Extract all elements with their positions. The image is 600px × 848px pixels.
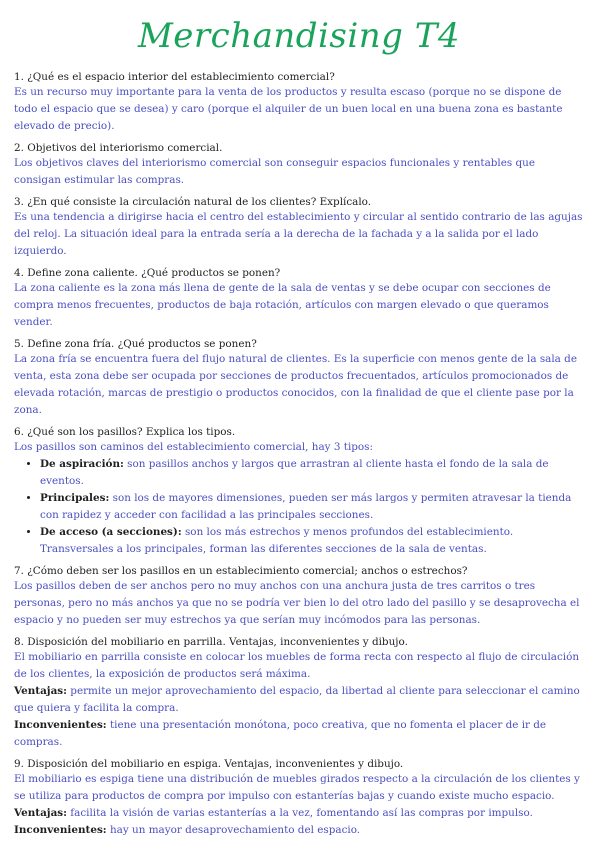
document-title: Merchandising T4	[137, 16, 461, 56]
list-item	[40, 490, 584, 524]
question-4: 4. Define zona caliente. ¿Qué productos se ponen?	[14, 267, 281, 279]
list-item-text: son pasillos anchos y largos que arrastran al cliente hasta el fondo de la sala de eventos.	[40, 458, 549, 487]
inconvenientes-text: hay un mayor desaprovechamiento del espacio.	[106, 824, 361, 836]
list-item-label: De aspiración:	[40, 458, 124, 470]
list-item	[40, 456, 584, 490]
list-item-text: son los de mayores dimensiones, pueden ser más largos y permiten atravesar la tienda con rapidez y acceder con facilidad a las principales secciones.	[40, 492, 572, 521]
list-item-label: Principales:	[40, 492, 110, 504]
answer-6	[14, 439, 584, 558]
question-1: 1. ¿Qué es el espacio interior del establecimiento comercial?	[14, 71, 335, 83]
question-9: 9. Disposición del mobiliario en espiga. Ventajas, inconvenientes y dibujo.	[14, 758, 404, 770]
answer-6-intro: Los pasillos son caminos del establecimiento comercial, hay 3 tipos:	[14, 441, 374, 453]
ventajas-text: facilita la visión de varias estanterías a la vez, fomentando así las compras por impulso.	[66, 807, 533, 819]
answer-1: Es un recurso muy importante para la venta de los productos y resulta escaso (porque no se dispone de todo el espacio que se desea) y caro (porque el alquiler de un buen local en una buena zona es bastante elevado de precio).	[14, 86, 563, 132]
answer-9-ventajas	[14, 805, 584, 822]
answer-2: Los objetivos claves del interiorismo comercial son conseguir espacios funcionales y rentables que consigan estimular las compras.	[14, 157, 536, 186]
question-2: 2. Objetivos del interiorismo comercial.	[14, 142, 223, 154]
list-item-label: De acceso (a secciones):	[40, 526, 182, 538]
inconvenientes-label: Inconvenientes:	[14, 719, 107, 731]
answer-9-inconvenientes	[14, 822, 584, 839]
inconvenientes-label: Inconvenientes:	[14, 824, 107, 836]
list-item-text: son los más estrechos y menos profundos del establecimiento. Transversales a los principales, forman las diferentes secciones de la sala de ventas.	[40, 526, 514, 555]
inconvenientes-text: tiene una presentación monótona, poco creativa, que no fomenta el placer de ir de compras.	[14, 719, 547, 748]
ventajas-label: Ventajas:	[14, 807, 67, 819]
answer-7: Los pasillos deben de ser anchos pero no muy anchos con una anchura justa de tres carritos o tres personas, pero no más anchos ya que no se podría ver bien lo del otro lado del pasillo y se desaprovecha el espacio y no pueden ser muy estrechos ya que serían muy incómodos para las personas.	[14, 580, 580, 626]
answer-9-text: El mobiliario es espiga tiene una distribución de muebles girados respecto a la circulación de los clientes y se utiliza para productos de compra por impulso con estanterías bajas y cuando existe mucho espacio.	[14, 773, 580, 802]
ventajas-text: permite un mejor aprovechamiento del espacio, da libertad al cliente para seleccionar el camino que quiera y facilita la compra.	[14, 685, 580, 714]
question-3: 3. ¿En qué consiste la circulación natural de los clientes? Explícalo.	[14, 196, 372, 208]
question-6: 6. ¿Qué son los pasillos? Explica los tipos.	[14, 426, 236, 438]
answer-9	[14, 771, 584, 839]
answer-8-ventajas	[14, 683, 584, 717]
question-5: 5. Define zona fría. ¿Qué productos se ponen?	[14, 338, 257, 350]
ventajas-label: Ventajas:	[14, 685, 67, 697]
list-item	[40, 524, 584, 558]
answer-4: La zona caliente es la zona más llena de gente de la sala de ventas y se debe ocupar con secciones de compra menos frecuentes, productos de baja rotación, artículos con margen elevado o que queramos vender.	[14, 282, 551, 328]
question-7: 7. ¿Cómo deben ser los pasillos en un establecimiento comercial; anchos o estrechos?	[14, 565, 468, 577]
question-8: 8. Disposición del mobiliario en parrilla. Ventajas, inconvenientes y dibujo.	[14, 636, 408, 648]
answer-8-inconvenientes	[14, 717, 584, 751]
answer-8-text: El mobiliario en parrilla consiste en colocar los muebles de forma recta con respecto al flujo de circulación de los clientes, la exposición de productos será máxima.	[14, 651, 580, 680]
answer-3: Es una tendencia a dirigirse hacia el centro del establecimiento y circular al sentido contrario de las agujas del reloj. La situación ideal para la entrada sería a la derecha de la fachada y a la salida por el lado izquierdo.	[14, 211, 583, 257]
answer-8	[14, 649, 584, 751]
answer-5: La zona fría se encuentra fuera del flujo natural de clientes. Es la superficie con menos gente de la sala de venta, esta zona debe ser ocupada por secciones de productos frecuentados, artículos promocionados de elevada rotación, marcas de prestigio o productos conocidos, con la finalidad de que el cliente pase por la zona.	[14, 353, 577, 416]
aisle-types-list	[14, 456, 584, 558]
